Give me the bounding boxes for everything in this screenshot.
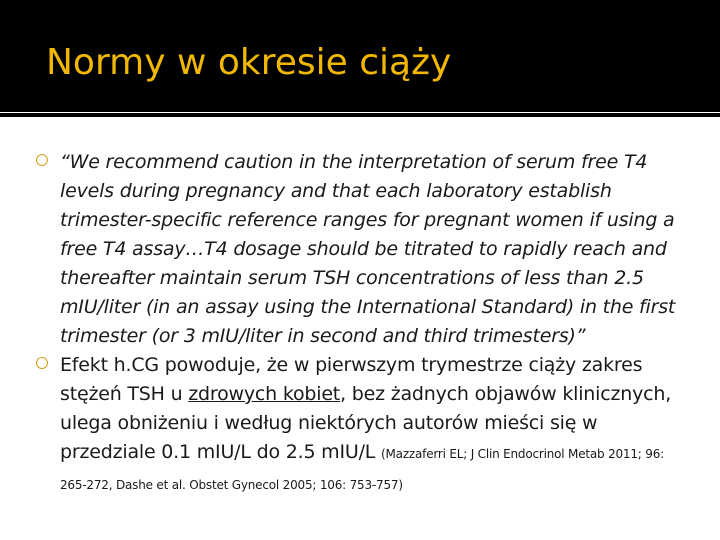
slide-content xyxy=(14,148,694,500)
circle-bullet-icon xyxy=(36,154,48,166)
citation: (Mazzaferri EL; J Clin Endocrinol Metab 2011; 96: 265-272, Dashe et al. Obstet Gynecol 2005; 106: 753-757) xyxy=(60,447,664,492)
circle-bullet-icon xyxy=(36,357,48,369)
hcg-text-after: , bez żadnych objawów klinicznych, ulega obniżeniu i według niektórych autorów mieści się w przedziale 0.1 mIU/L do 2.5 mIU/L xyxy=(60,383,672,463)
title-divider xyxy=(0,113,720,117)
quote-text: “We recommend caution in the interpretation of serum free T4 levels during pregnancy and that each laboratory establish trimester-specific reference ranges for pregnant women if using a free T4 assay…T4 dosage should be titrated to rapidly reach and thereafter maintain serum TSH concentrations of less than 2.5 mIU/liter (in an assay using the International Standard) in the first trimester (or 3 mIU/liter in second and third trimesters)” xyxy=(60,151,676,347)
slide-title: Normy w okresie ciąży xyxy=(46,42,452,83)
title-bar xyxy=(0,0,720,112)
bullet-hcg-effect xyxy=(14,351,694,500)
bullet-quote xyxy=(14,148,694,351)
hcg-text-underlined: zdrowych kobiet xyxy=(188,383,341,405)
hcg-text-before: Efekt h.CG powoduje, że w pierwszym trymestrze ciąży zakres stężeń TSH u xyxy=(60,354,643,405)
